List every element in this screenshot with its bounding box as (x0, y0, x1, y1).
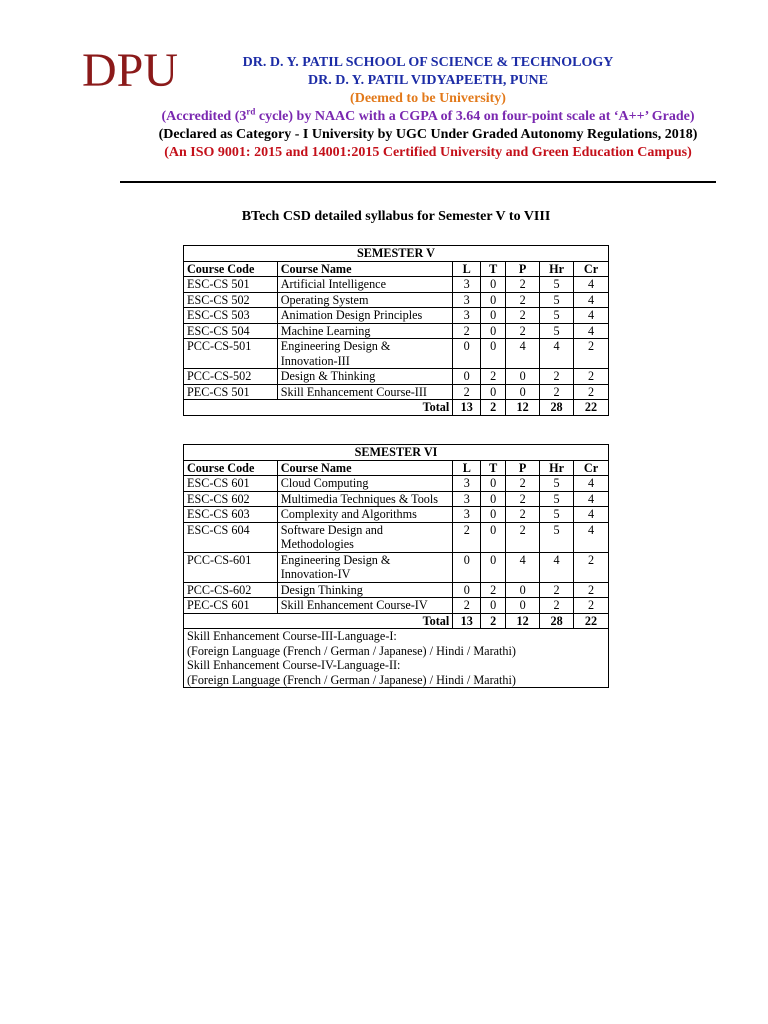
deemed-university-note: (Deemed to be University) (350, 91, 506, 106)
iso-certification-note: (An ISO 9001: 2015 and 14001:2015 Certified University and Green Education Campus) (164, 145, 692, 160)
course-code: PCC-CS-602 (184, 582, 278, 598)
course-code: PCC-CS-601 (184, 552, 278, 582)
table-row (184, 384, 609, 400)
col-l: L (453, 261, 481, 277)
tutorial-hours: 0 (481, 277, 506, 293)
table-row (184, 476, 609, 492)
total-hours: 2 (540, 369, 574, 385)
course-code: PEC-CS 601 (184, 598, 278, 614)
total-cr: 22 (574, 400, 609, 416)
semester-heading: SEMESTER V (184, 246, 609, 262)
practical-hours: 2 (506, 522, 540, 552)
total-hr: 28 (540, 613, 574, 629)
tutorial-hours: 0 (481, 598, 506, 614)
credits: 4 (574, 476, 609, 492)
total-hours: 5 (540, 522, 574, 552)
tutorial-hours: 0 (481, 339, 506, 369)
total-hours: 5 (540, 491, 574, 507)
col-p: P (506, 261, 540, 277)
note-line: (Foreign Language (French / German / Japanese) / Hindi / Marathi) (187, 643, 516, 658)
col-t: T (481, 460, 506, 476)
col-t: T (481, 261, 506, 277)
table-row (184, 308, 609, 324)
course-name: Design Thinking (277, 582, 453, 598)
lecture-hours: 0 (453, 339, 481, 369)
course-code: ESC-CS 601 (184, 476, 278, 492)
table-row (184, 491, 609, 507)
credits: 4 (574, 323, 609, 339)
practical-hours: 2 (506, 476, 540, 492)
total-t: 2 (481, 400, 506, 416)
ugc-category-note: (Declared as Category - I University by UGC Under Graded Autonomy Regulations, 2018) (158, 127, 698, 142)
course-name: Skill Enhancement Course-III (277, 384, 453, 400)
course-code: PEC-CS 501 (184, 384, 278, 400)
table-row (184, 323, 609, 339)
total-hours: 4 (540, 552, 574, 582)
course-name: Multimedia Techniques & Tools (277, 491, 453, 507)
total-row (184, 400, 609, 416)
total-p: 12 (506, 613, 540, 629)
table-row (184, 598, 609, 614)
note-line: (Foreign Language (French / German / Japanese) / Hindi / Marathi) (187, 672, 516, 687)
tutorial-hours: 0 (481, 384, 506, 400)
tutorial-hours: 0 (481, 522, 506, 552)
col-cr: Cr (574, 261, 609, 277)
course-name: Engineering Design & Innovation-III (277, 339, 453, 369)
lecture-hours: 3 (453, 277, 481, 293)
credits: 4 (574, 292, 609, 308)
total-hours: 5 (540, 476, 574, 492)
course-name: Complexity and Algorithms (277, 507, 453, 523)
institution-header (108, 54, 748, 162)
lecture-hours: 3 (453, 507, 481, 523)
credits: 4 (574, 277, 609, 293)
lecture-hours: 0 (453, 369, 481, 385)
lecture-hours: 2 (453, 384, 481, 400)
course-name: Operating System (277, 292, 453, 308)
semester-heading: SEMESTER VI (184, 445, 609, 461)
course-code: PCC-CS-501 (184, 339, 278, 369)
course-name: Skill Enhancement Course-IV (277, 598, 453, 614)
total-label: Total (184, 400, 453, 416)
lecture-hours: 3 (453, 491, 481, 507)
course-name: Animation Design Principles (277, 308, 453, 324)
total-cr: 22 (574, 613, 609, 629)
course-name: Engineering Design & Innovation-IV (277, 552, 453, 582)
total-label: Total (184, 613, 453, 629)
table-row (184, 369, 609, 385)
tutorial-hours: 2 (481, 369, 506, 385)
column-header-row (184, 460, 609, 476)
practical-hours: 0 (506, 582, 540, 598)
practical-hours: 2 (506, 507, 540, 523)
course-name: Machine Learning (277, 323, 453, 339)
lecture-hours: 2 (453, 323, 481, 339)
credits: 2 (574, 369, 609, 385)
lecture-hours: 3 (453, 308, 481, 324)
credits: 4 (574, 507, 609, 523)
university-name: DR. D. Y. PATIL VIDYAPEETH, PUNE (308, 73, 548, 88)
document-title: BTech CSD detailed syllabus for Semester V to VIII (241, 209, 551, 224)
course-code: ESC-CS 604 (184, 522, 278, 552)
semester-vi-table (183, 444, 609, 688)
col-p: P (506, 460, 540, 476)
tutorial-hours: 0 (481, 476, 506, 492)
lecture-hours: 3 (453, 476, 481, 492)
total-l: 13 (453, 400, 481, 416)
total-hours: 2 (540, 384, 574, 400)
total-l: 13 (453, 613, 481, 629)
col-course-name: Course Name (277, 261, 453, 277)
total-hours: 2 (540, 598, 574, 614)
credits: 2 (574, 582, 609, 598)
col-l: L (453, 460, 481, 476)
course-code: ESC-CS 603 (184, 507, 278, 523)
school-name: DR. D. Y. PATIL SCHOOL OF SCIENCE & TECHNOLOGY (242, 55, 614, 70)
lecture-hours: 2 (453, 522, 481, 552)
table-row (184, 582, 609, 598)
col-hr: Hr (540, 261, 574, 277)
course-code: ESC-CS 602 (184, 491, 278, 507)
table-row (184, 277, 609, 293)
tutorial-hours: 0 (481, 292, 506, 308)
semester-v-table (183, 245, 609, 416)
total-hr: 28 (540, 400, 574, 416)
total-t: 2 (481, 613, 506, 629)
total-row (184, 613, 609, 629)
practical-hours: 2 (506, 292, 540, 308)
tutorial-hours: 0 (481, 491, 506, 507)
lecture-hours: 2 (453, 598, 481, 614)
logo-text: DPU (82, 44, 179, 94)
note-line: Skill Enhancement Course-IV-Language-II: (187, 658, 401, 672)
tutorial-hours: 0 (481, 323, 506, 339)
column-header-row (184, 261, 609, 277)
tutorial-hours: 0 (481, 507, 506, 523)
practical-hours: 0 (506, 369, 540, 385)
practical-hours: 2 (506, 308, 540, 324)
header-divider (120, 181, 716, 183)
credits: 4 (574, 308, 609, 324)
total-hours: 5 (540, 277, 574, 293)
table-row (184, 522, 609, 552)
tutorial-hours: 2 (481, 582, 506, 598)
notes-row (184, 629, 609, 688)
tutorial-hours: 0 (481, 552, 506, 582)
course-name: Software Design and Methodologies (277, 522, 453, 552)
practical-hours: 0 (506, 598, 540, 614)
course-code: ESC-CS 504 (184, 323, 278, 339)
course-name: Cloud Computing (277, 476, 453, 492)
col-hr: Hr (540, 460, 574, 476)
col-course-code: Course Code (184, 460, 278, 476)
course-code: ESC-CS 501 (184, 277, 278, 293)
total-hours: 5 (540, 292, 574, 308)
col-cr: Cr (574, 460, 609, 476)
practical-hours: 2 (506, 277, 540, 293)
lecture-hours: 3 (453, 292, 481, 308)
credits: 2 (574, 384, 609, 400)
credits: 2 (574, 552, 609, 582)
table-row (184, 339, 609, 369)
total-hours: 2 (540, 582, 574, 598)
course-name: Design & Thinking (277, 369, 453, 385)
col-course-name: Course Name (277, 460, 453, 476)
table-row (184, 507, 609, 523)
total-hours: 5 (540, 507, 574, 523)
col-course-code: Course Code (184, 261, 278, 277)
practical-hours: 0 (506, 384, 540, 400)
course-code: ESC-CS 502 (184, 292, 278, 308)
total-hours: 4 (540, 339, 574, 369)
tutorial-hours: 0 (481, 308, 506, 324)
credits: 2 (574, 598, 609, 614)
credits: 4 (574, 491, 609, 507)
practical-hours: 4 (506, 552, 540, 582)
total-hours: 5 (540, 323, 574, 339)
course-code: PCC-CS-502 (184, 369, 278, 385)
lecture-hours: 0 (453, 552, 481, 582)
practical-hours: 4 (506, 339, 540, 369)
table-row (184, 292, 609, 308)
credits: 4 (574, 522, 609, 552)
lecture-hours: 0 (453, 582, 481, 598)
accreditation-note: (Accredited (3rd cycle) by NAAC with a CGPA of 3.64 on four-point scale at ‘A++’ Grade) (161, 106, 695, 124)
note-line: Skill Enhancement Course-III-Language-I: (187, 629, 397, 643)
total-p: 12 (506, 400, 540, 416)
course-code: ESC-CS 503 (184, 308, 278, 324)
practical-hours: 2 (506, 323, 540, 339)
skill-enhancement-notes (184, 629, 609, 688)
table-row (184, 552, 609, 582)
total-hours: 5 (540, 308, 574, 324)
practical-hours: 2 (506, 491, 540, 507)
course-name: Artificial Intelligence (277, 277, 453, 293)
credits: 2 (574, 339, 609, 369)
